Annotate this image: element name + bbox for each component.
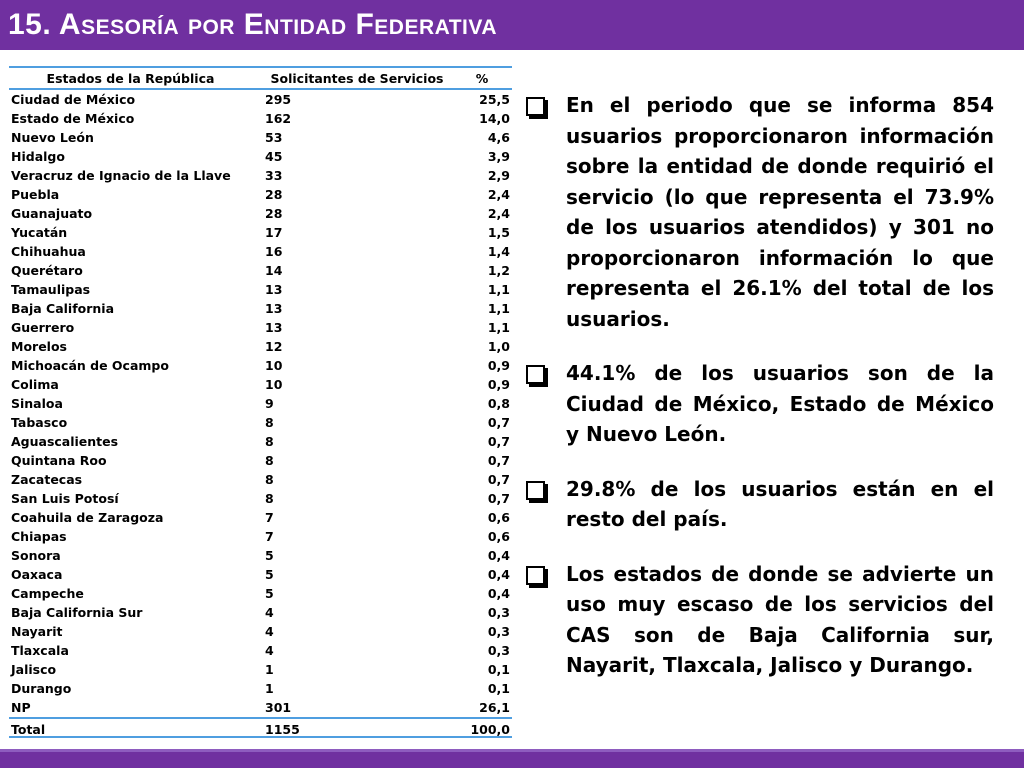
state-cell: Campeche	[11, 586, 84, 601]
table-row	[9, 698, 512, 717]
table-row	[9, 223, 512, 242]
percent-cell: 0,6	[487, 529, 510, 544]
requests-cell: 295	[265, 92, 292, 107]
percent-cell: 1,1	[487, 301, 510, 316]
percent-cell: 0,4	[487, 586, 510, 601]
state-cell: Sonora	[11, 548, 61, 563]
state-cell: Hidalgo	[11, 149, 65, 164]
requests-cell: 28	[265, 187, 283, 202]
table-row	[9, 413, 512, 432]
state-cell: Estado de México	[11, 111, 135, 126]
column-header-percent: %	[475, 70, 489, 86]
requests-cell: 4	[265, 624, 274, 639]
total-label: Total	[11, 721, 46, 737]
table-row	[9, 394, 512, 413]
table-row	[9, 508, 512, 527]
state-cell: Chiapas	[11, 529, 67, 544]
state-cell: NP	[11, 700, 31, 715]
state-cell: Tabasco	[11, 415, 68, 430]
state-cell: Veracruz de Ignacio de la Llave	[11, 168, 231, 183]
percent-cell: 1,1	[487, 320, 510, 335]
requests-cell: 16	[265, 244, 283, 259]
checkbox-bullet-icon	[526, 97, 545, 116]
table-row	[9, 109, 512, 128]
table-row	[9, 147, 512, 166]
bullet-item	[522, 358, 994, 450]
table-row	[9, 489, 512, 508]
requests-cell: 17	[265, 225, 283, 240]
percent-cell: 2,4	[487, 187, 510, 202]
table-total-row	[9, 717, 512, 739]
state-cell: Aguascalientes	[11, 434, 119, 449]
bullet-text: Los estados de donde se advierte un uso muy escaso de los servicios del CAS son de Baja California sur, Nayarit, Tlaxcala, Jalisco y Durango.	[566, 561, 994, 677]
percent-cell: 0,7	[487, 453, 510, 468]
states-table	[9, 66, 512, 738]
percent-cell: 3,9	[487, 149, 510, 164]
requests-cell: 5	[265, 548, 274, 563]
requests-cell: 8	[265, 453, 274, 468]
percent-cell: 1,2	[487, 263, 510, 278]
requests-cell: 8	[265, 491, 274, 506]
requests-cell: 33	[265, 168, 283, 183]
state-cell: Baja California Sur	[11, 605, 143, 620]
percent-cell: 2,9	[487, 168, 510, 183]
table-row	[9, 375, 512, 394]
state-cell: Ciudad de México	[11, 92, 136, 107]
state-cell: Yucatán	[11, 225, 68, 240]
requests-cell: 45	[265, 149, 283, 164]
table-row	[9, 527, 512, 546]
requests-cell: 53	[265, 130, 283, 145]
requests-cell: 10	[265, 358, 283, 373]
checkbox-bullet-icon	[526, 566, 545, 585]
table-row	[9, 546, 512, 565]
table-row	[9, 90, 512, 109]
percent-cell: 0,7	[487, 491, 510, 506]
requests-cell: 7	[265, 529, 274, 544]
percent-cell: 1,5	[487, 225, 510, 240]
percent-cell: 1,0	[487, 339, 510, 354]
requests-cell: 5	[265, 586, 274, 601]
requests-cell: 13	[265, 320, 283, 335]
checkbox-bullet-icon	[526, 481, 545, 500]
requests-cell: 28	[265, 206, 283, 221]
bullet-text: 44.1% de los usuarios son de la Ciudad de México, Estado de México y Nuevo León.	[566, 361, 994, 446]
state-cell: Querétaro	[11, 263, 83, 278]
table-row	[9, 280, 512, 299]
table-row	[9, 166, 512, 185]
state-cell: Guanajuato	[11, 206, 93, 221]
checkbox-bullet-icon	[526, 365, 545, 384]
state-cell: Sinaloa	[11, 396, 63, 411]
requests-cell: 12	[265, 339, 283, 354]
table-row	[9, 432, 512, 451]
state-cell: Oaxaca	[11, 567, 63, 582]
state-cell: Colima	[11, 377, 59, 392]
table-row	[9, 337, 512, 356]
percent-cell: 0,9	[487, 377, 510, 392]
percent-cell: 0,7	[487, 472, 510, 487]
requests-cell: 10	[265, 377, 283, 392]
percent-cell: 0,8	[487, 396, 510, 411]
percent-cell: 0,7	[487, 415, 510, 430]
requests-cell: 301	[265, 700, 292, 715]
table-row	[9, 584, 512, 603]
bullet-item	[522, 90, 994, 334]
requests-cell: 14	[265, 263, 283, 278]
requests-cell: 4	[265, 643, 274, 658]
state-cell: Michoacán de Ocampo	[11, 358, 169, 373]
table-row	[9, 242, 512, 261]
percent-cell: 0,1	[487, 662, 510, 677]
column-header-requests: Solicitantes de Servicios	[270, 70, 444, 86]
requests-cell: 9	[265, 396, 274, 411]
requests-cell: 5	[265, 567, 274, 582]
table-row	[9, 204, 512, 223]
state-cell: San Luis Potosí	[11, 491, 119, 506]
table-row	[9, 356, 512, 375]
state-cell: Chihuahua	[11, 244, 86, 259]
table-row	[9, 622, 512, 641]
percent-cell: 0,3	[487, 643, 510, 658]
table-row	[9, 261, 512, 280]
state-cell: Puebla	[11, 187, 60, 202]
percent-cell: 0,1	[487, 681, 510, 696]
state-cell: Durango	[11, 681, 72, 696]
table-row	[9, 299, 512, 318]
summary-bullets	[522, 90, 994, 705]
percent-cell: 0,7	[487, 434, 510, 449]
bullet-text: En el periodo que se informa 854 usuarios proporcionaron información sobre la entidad de donde requirió el servicio (lo que representa el 73.9% de los usuarios atendidos) y 301 no proporcionaron información lo que representa el 26.1% del total de los usuarios.	[566, 93, 994, 331]
table-header	[9, 68, 512, 90]
table-row	[9, 603, 512, 622]
percent-cell: 2,4	[487, 206, 510, 221]
table-row	[9, 451, 512, 470]
requests-cell: 7	[265, 510, 274, 525]
requests-cell: 13	[265, 301, 283, 316]
state-cell: Coahuila de Zaragoza	[11, 510, 164, 525]
title-bar	[0, 0, 1024, 50]
percent-cell: 26,1	[479, 700, 510, 715]
percent-cell: 0,9	[487, 358, 510, 373]
table-row	[9, 641, 512, 660]
table-row	[9, 128, 512, 147]
percent-cell: 25,5	[479, 92, 510, 107]
requests-cell: 1	[265, 681, 274, 696]
requests-cell: 13	[265, 282, 283, 297]
page-title: 15. Asesoría por Entidad Federativa	[8, 8, 498, 41]
percent-cell: 0,6	[487, 510, 510, 525]
table-row	[9, 318, 512, 337]
requests-cell: 1	[265, 662, 274, 677]
percent-cell: 1,4	[487, 244, 510, 259]
percent-cell: 0,4	[487, 567, 510, 582]
bullet-item	[522, 474, 994, 535]
table-row	[9, 679, 512, 698]
state-cell: Nuevo León	[11, 130, 94, 145]
requests-cell: 4	[265, 605, 274, 620]
percent-cell: 14,0	[479, 111, 510, 126]
table-row	[9, 470, 512, 489]
state-cell: Zacatecas	[11, 472, 83, 487]
column-header-state: Estados de la República	[46, 70, 215, 86]
bullet-item	[522, 559, 994, 681]
requests-cell: 162	[265, 111, 292, 126]
state-cell: Baja California	[11, 301, 115, 316]
bullet-text: 29.8% de los usuarios están en el resto del país.	[566, 476, 994, 531]
table-row	[9, 565, 512, 584]
percent-cell: 4,6	[487, 130, 510, 145]
state-cell: Tlaxcala	[11, 643, 69, 658]
percent-cell: 0,3	[487, 605, 510, 620]
state-cell: Nayarit	[11, 624, 63, 639]
total-requests: 1155	[265, 721, 300, 737]
percent-cell: 0,4	[487, 548, 510, 563]
requests-cell: 8	[265, 415, 274, 430]
state-cell: Tamaulipas	[11, 282, 91, 297]
table-row	[9, 660, 512, 679]
requests-cell: 8	[265, 434, 274, 449]
percent-cell: 1,1	[487, 282, 510, 297]
state-cell: Guerrero	[11, 320, 75, 335]
state-cell: Quintana Roo	[11, 453, 107, 468]
total-percent: 100,0	[470, 721, 510, 737]
table-body	[9, 90, 512, 717]
table-row	[9, 185, 512, 204]
state-cell: Morelos	[11, 339, 67, 354]
state-cell: Jalisco	[11, 662, 57, 677]
percent-cell: 0,3	[487, 624, 510, 639]
requests-cell: 8	[265, 472, 274, 487]
footer-bar	[0, 749, 1024, 768]
